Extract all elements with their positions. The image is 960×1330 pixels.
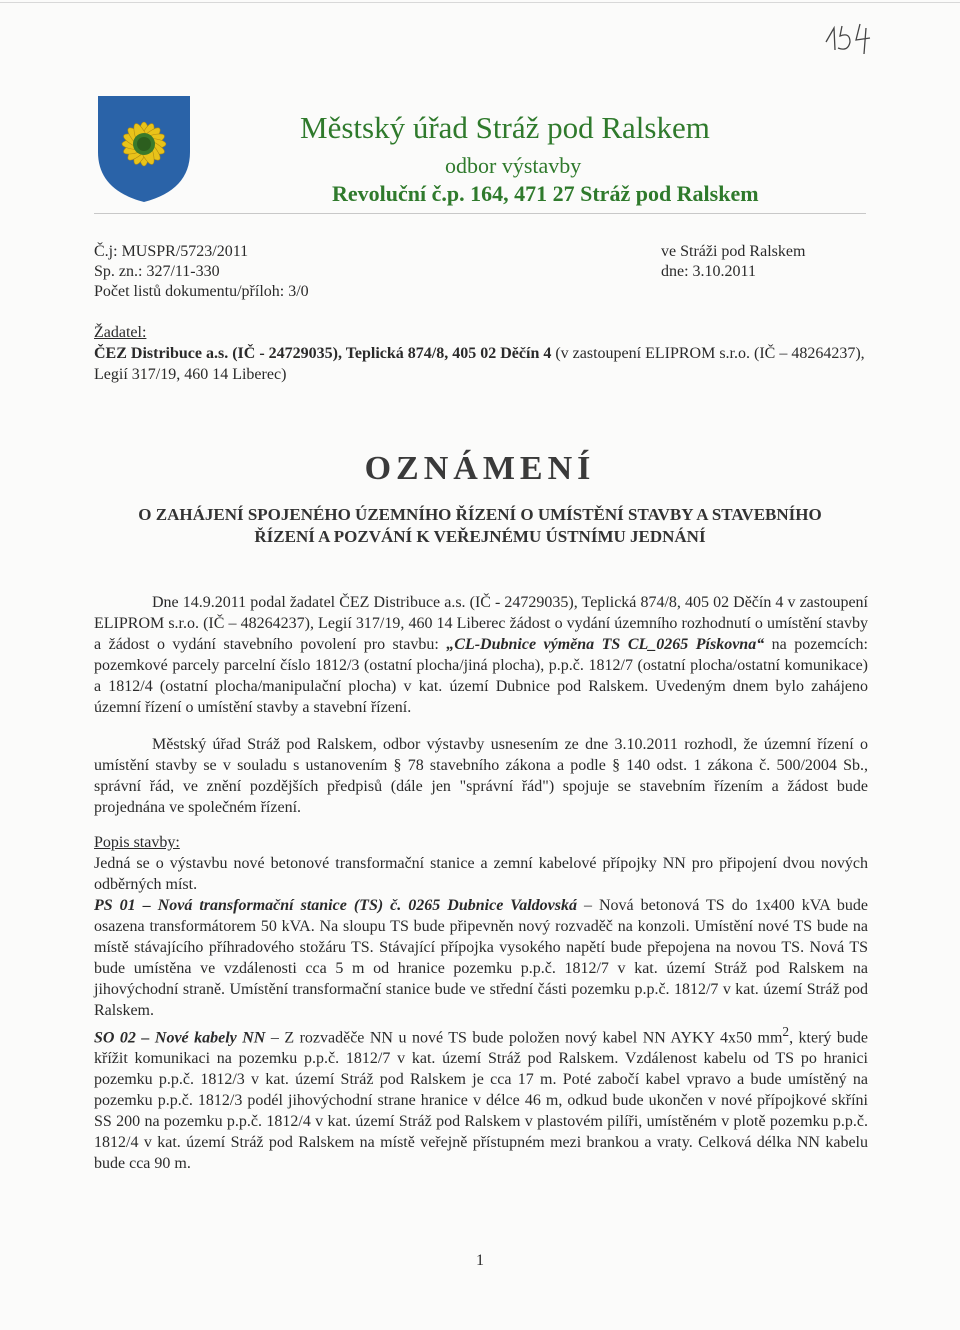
place: ve Stráži pod Ralskem (661, 243, 806, 260)
paragraph-application-text-end: na pozemcích: pozemkové parcely parcelní číslo 1812/3 (ostatní plocha/jiná plocha), p.p.č. 1812/7 (ostatní plocha/ostatní komunikace) a 1812/4 (ostatní plocha/manipulační plocha) v kat. území Dubnice pod Ralskem. Uvedeným dnem bylo zahájeno územní řízení o umístění stavby a stavební řízení. (94, 636, 868, 716)
office-address: Revoluční č.p. 164, 471 27 Stráž pod Ralskem (332, 181, 759, 206)
so02-heading: SO 02 – Nové kabely NN (94, 1029, 266, 1047)
handwritten-page-number (820, 10, 880, 60)
description-intro: Jedná se o výstavbu nové betonové transformační stanice a zemní kabelové přípojky NN pro připojení dvou nových odběrných míst. (94, 855, 868, 893)
file-number: Sp. zn.: 327/11-330 (94, 263, 220, 280)
department-name: odbor výstavby (445, 153, 582, 178)
office-name: Městský úřad Stráž pod Ralskem (300, 110, 710, 145)
page-number: 1 (476, 1252, 484, 1269)
ps01-text: – Nová betonová TS do 1x400 kVA bude osazena transformátorem 50 kVA. Na sloupu TS bude připevněn nový rozvaděč na konzoli. Umístění nové TS bude na místě stávajícího příhradového stožáru TS. Stávající přípojka vysokého napětí bude přepojena na novou TS. Nová TS bude umístěna ve vzdálenosti cca 5 m od hranice pozemku p.p.č. 1812/7 v kat. území Stráž pod Ralskem na jihovýchodní straně. Umístění transformační stanice bude ve střední části pozemku p.p.č. 1812/7 v kat. území Stráž pod Ralskem. (94, 897, 869, 1019)
applicant-representative: (v zastoupení ELIPROM s.r.o. (IČ – 48264237), Legií 317/19, 460 14 Liberec) (94, 345, 865, 383)
page-count: Počet listů dokumentu/příloh: 3/0 (94, 283, 309, 300)
document-title: OZNÁMENÍ (364, 450, 596, 487)
so02-paragraph (94, 1021, 868, 1174)
construction-description (94, 832, 868, 1174)
date: dne: 3.10.2011 (661, 263, 756, 280)
paragraph-decision: Městský úřad Stráž pod Ralskem, odbor výstavby usnesením ze dne 3.10.2011 rozhodl, že územní řízení o umístění stavby se v souladu s ustanovením § 78 stavebního zákona a podle § 140 odst. 1 zákona č. 500/2004 Sb., správní řád, ve znění pozdějších předpisů (dále jen "správní řád") spojuje se stavebním řízením a žádost bude projednána ve společném řízení. (94, 736, 868, 816)
scan-top-line (0, 2, 960, 3)
ps01-paragraph (94, 895, 868, 1021)
so02-text: – Z rozvaděče NN u nové TS bude položen nový kabel NN AYKY 4x50 mm (265, 1029, 783, 1047)
header-divider (94, 213, 866, 214)
applicant-name: ČEZ Distribuce a.s. (IČ - 24729035), Teplická 874/8, 405 02 Děčín 4 (94, 345, 552, 362)
so02-text-end: , který bude křížit komunikaci na pozemku p.p.č. 1812/7 v kat. území Stráž pod Ralskem. Vzdálenost kabelu od TS po hranici pozemku p.p.č. 1812/3 v kat. území Stráž pod Ralskem je cca 17 m. Poté zabočí kabel vpravo a bude umístěný na pozemku p.p.č. 1812/3 podél jihovýchodní strane hranice v délce 46 m, odkud bude ukončen v nové přípojkové skříni SS 200 na pozemku p.p.č. 1812/4 v kat. území Stráž pod Ralskem v plastovém pilíři, umístěném v plotě pozemku p.p.č. 1812/4 v kat. území Stráž pod Ralskem na místě veřejně přístupném mezi brankou a vraty. Celková délka NN kabelu bude cca 90 m. (94, 1029, 869, 1173)
project-name: „CL-Dubnice výměna TS CL_0265 Pískovna“ (446, 636, 765, 653)
paragraph-application-text: Dne 14.9.2011 podal žadatel ČEZ Distribuce a.s. (IČ - 24729035), Teplická 874/8, 405 02 Děčín 4 v zastoupení ELIPROM s.r.o. (IČ – 48264237), Legií 317/19, 460 14 Liberec žádost o vydání územního rozhodnutí o umístění stavby a žádost o vydání stavebního povolení pro stavbu: (94, 594, 868, 653)
reference-number: Č.j: MUSPR/5723/2011 (94, 243, 249, 260)
town-crest-logo (96, 94, 192, 204)
applicant-block (94, 322, 866, 385)
description-label: Popis stavby: (94, 834, 180, 851)
paragraph-application (94, 592, 868, 718)
document-subtitle: O ZAHÁJENÍ SPOJENÉHO ÚZEMNÍHO ŘÍZENÍ O UMÍSTĚNÍ STAVBY A STAVEBNÍHO ŘÍZENÍ A POZVÁNÍ K VEŘEJNÉMU ÚSTNÍMU JEDNÁNÍ (138, 505, 822, 546)
applicant-text (94, 343, 866, 385)
reference-block (94, 242, 309, 302)
so02-superscript: 2 (782, 1024, 790, 1039)
applicant-label: Žadatel: (94, 324, 147, 341)
place-date-block (661, 242, 805, 282)
ps01-heading: PS 01 – Nová transformační stanice (TS) č. 0265 Dubnice Valdovská (94, 897, 577, 914)
